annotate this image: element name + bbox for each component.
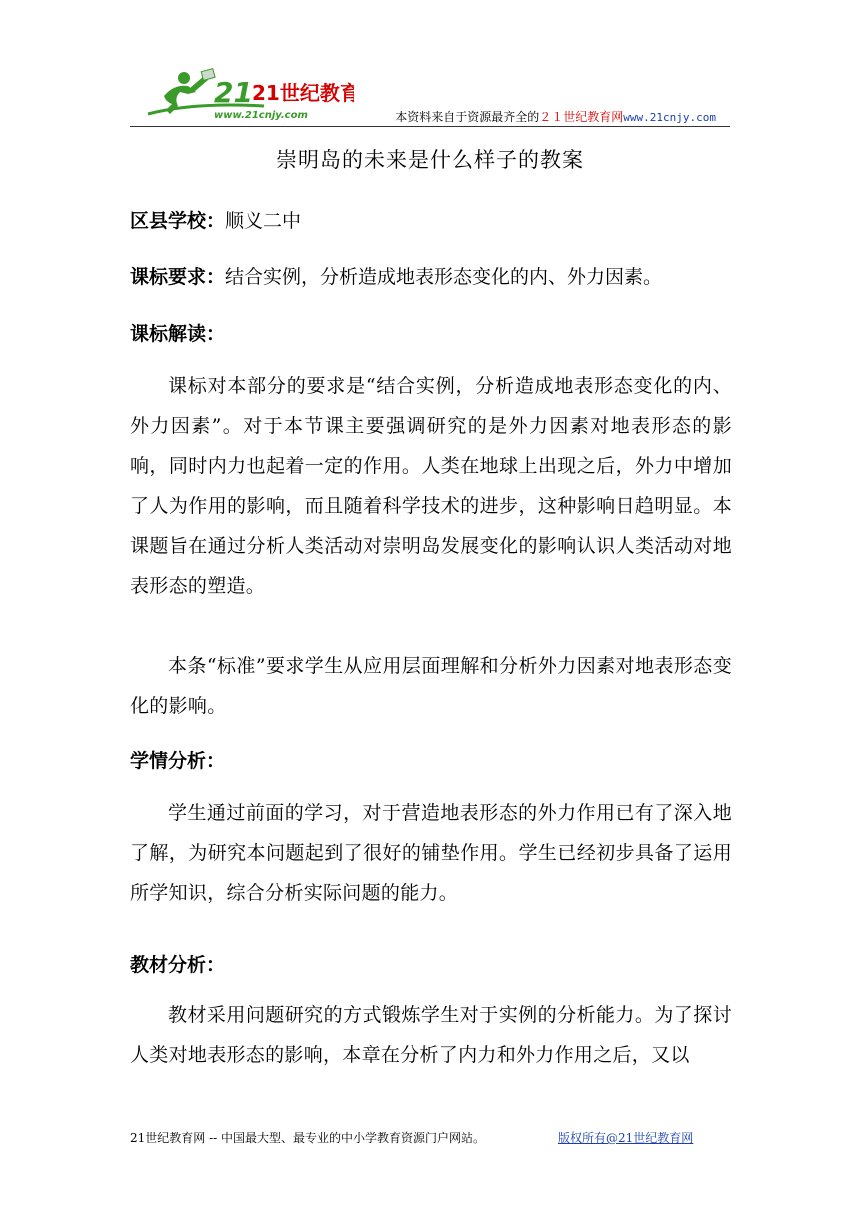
page-header xyxy=(130,58,730,128)
svg-text:www.21cnjy.com: www.21cnjy.com xyxy=(214,110,308,121)
interpretation-paragraph-1: 课标对本部分的要求是“结合实例，分析造成地表形态变化的内、外力因素”。对于本节课主要强调研究的是外力因素对地表形态的影响，同时内力也起着一定的作用。人类在地球上出现之后，外力中增加了人为作用的影响，而且随着科学技术的进步，这种影响日趋明显。本课题旨在通过分析人类活动对崇明岛发展变化的影响认识人类活动对地表形态的塑造。 xyxy=(130,375,732,597)
textbook-paragraph: 教材采用问题研究的方式锻炼学生对于实例的分析能力。为了探讨人类对地表形态的影响，本章在分析了内力和外力作用之后，又以 xyxy=(130,1004,732,1066)
svg-text:21世纪教育: 21世纪教育 xyxy=(252,81,354,105)
logo-runner-icon xyxy=(144,62,354,122)
document-title: 崇明岛的未来是什么样子的教案 xyxy=(276,148,584,172)
interpretation-heading: 课标解读： xyxy=(130,323,226,345)
footer-copyright-link[interactable]: 版权所有@21世纪教育网 xyxy=(558,1131,694,1145)
standard-label: 课标要求： xyxy=(130,266,226,288)
school-field xyxy=(130,206,301,233)
footer-text: 21世纪教育网 -- 中国最大型、最专业的中小学教育资源门户网站。 xyxy=(130,1131,486,1145)
textbook-heading: 教材分析： xyxy=(130,954,226,976)
school-label: 区县学校： xyxy=(130,210,226,232)
tagline-prefix: 本资料来自于资源最齐全的 xyxy=(395,110,540,124)
tagline-site-name: ２１世纪教育网 xyxy=(539,110,624,124)
header-tagline xyxy=(395,108,716,125)
standard-field xyxy=(130,262,662,289)
standard-value: 结合实例，分析造成地表形态变化的内、外力因素。 xyxy=(225,266,663,288)
interpretation-paragraph-2: 本条“标准”要求学生从应用层面理解和分析外力因素对地表形态变化的影响。 xyxy=(130,655,732,717)
tagline-url-link[interactable]: www.21cnjy.com xyxy=(623,111,716,124)
students-paragraph: 学生通过前面的学习，对于营造地表形态的外力作用已有了深入地了解，为研究本问题起到了很好的铺垫作用。学生已经初步具备了运用所学知识，综合分析实际问题的能力。 xyxy=(130,802,732,904)
header-divider xyxy=(130,126,730,127)
page-footer xyxy=(130,1129,694,1146)
site-logo[interactable] xyxy=(144,62,354,122)
school-value: 顺义二中 xyxy=(225,210,302,232)
svg-text:21: 21 xyxy=(214,76,253,109)
students-heading: 学情分析： xyxy=(130,750,226,772)
